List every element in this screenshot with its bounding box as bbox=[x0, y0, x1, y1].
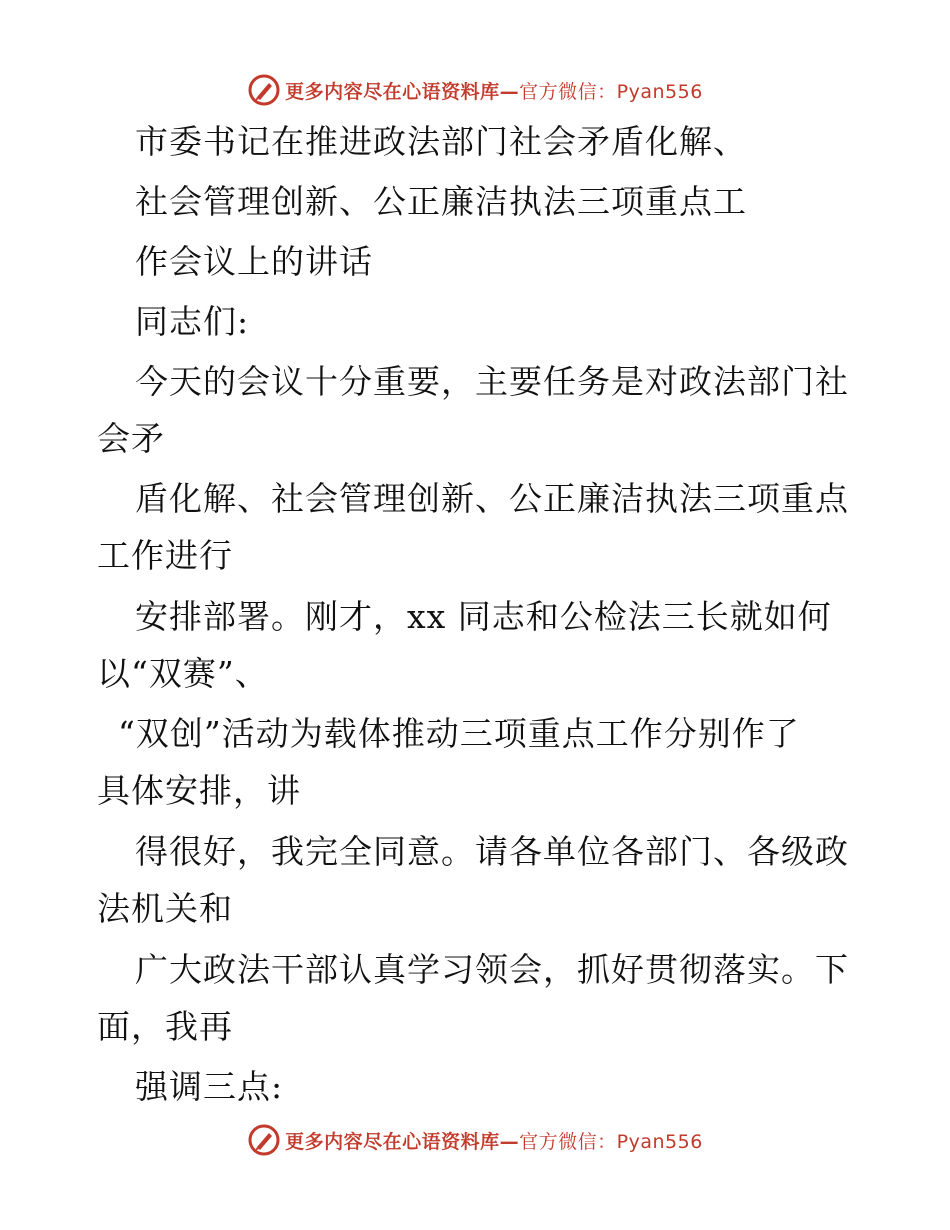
footer-banner bbox=[0, 1120, 950, 1160]
paragraph-line: 法机关和 bbox=[97, 889, 233, 928]
salutation: 同志们: bbox=[135, 302, 250, 341]
banner-text: 更多内容尽在心语资料库—官方微信：Pyan556 bbox=[285, 80, 703, 103]
paragraph-line: 强调三点: bbox=[135, 1067, 284, 1106]
paragraph-line: 盾化解、社会管理创新、公正廉洁执法三项重点 bbox=[135, 479, 849, 518]
paragraph-line: 以“双赛”、 bbox=[97, 654, 269, 693]
paragraph-line: “双创”活动为载体推动三项重点工作分别作了 bbox=[118, 714, 800, 753]
paragraph-line: 安排部署。刚才，xx 同志和公检法三长就如何 bbox=[135, 597, 832, 636]
paragraph-line: 今天的会议十分重要，主要任务是对政法部门社 bbox=[135, 362, 849, 401]
title-line-1: 市委书记在推进政法部门社会矛盾化解、 bbox=[135, 122, 747, 161]
paragraph-line: 会矛 bbox=[97, 419, 165, 458]
paragraph-line: 具体安排，讲 bbox=[97, 771, 301, 810]
header-banner bbox=[0, 70, 950, 110]
banner-text: 更多内容尽在心语资料库—官方微信：Pyan556 bbox=[285, 1130, 703, 1153]
title-line-2: 社会管理创新、公正廉洁执法三项重点工 bbox=[135, 182, 747, 221]
logo-icon bbox=[247, 1123, 281, 1157]
logo-icon bbox=[247, 73, 281, 107]
paragraph-line: 面，我再 bbox=[97, 1007, 233, 1046]
paragraph-line: 得很好，我完全同意。请各单位各部门、各级政 bbox=[135, 832, 849, 871]
paragraph-line: 广大政法干部认真学习领会，抓好贯彻落实。下 bbox=[135, 950, 849, 989]
paragraph-line: 工作进行 bbox=[97, 536, 233, 575]
title-line-3: 作会议上的讲话 bbox=[135, 242, 373, 281]
